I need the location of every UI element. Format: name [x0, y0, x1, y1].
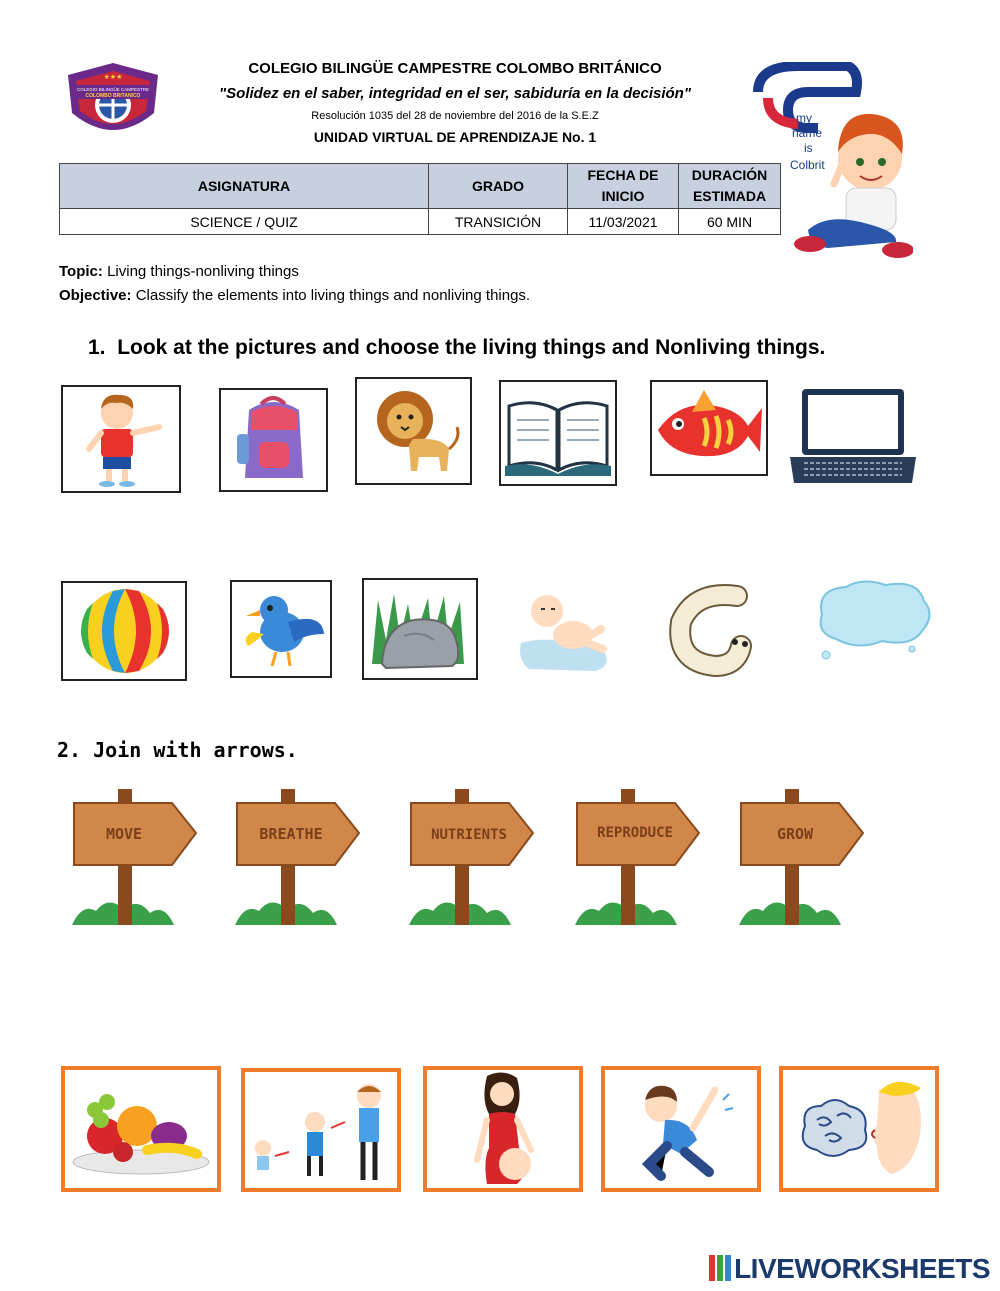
backpack-icon: [221, 390, 326, 490]
header-duracion-line1: DURACIÓN: [691, 167, 768, 183]
fish-icon: [652, 382, 766, 474]
baby-icon: [515, 583, 617, 675]
question-2: 2. Join with arrows.: [57, 738, 298, 762]
header-fecha: [568, 164, 679, 209]
sign-label-move: MOVE: [105, 825, 143, 843]
sign-grow[interactable]: [739, 785, 867, 930]
unit-title: UNIDAD VIRTUAL DE APRENDIZAJE No. 1: [313, 129, 597, 145]
value-fecha: 11/03/2021: [568, 209, 679, 235]
value-duracion: 60 MIN: [679, 209, 781, 235]
picture-book[interactable]: [499, 380, 617, 486]
topic-label: Topic:: [59, 263, 103, 280]
logo-text-1: COLEGIO BILINGÜE CAMPESTRE: [76, 87, 150, 92]
worm-icon: [665, 582, 755, 678]
resolution-text: Resolución 1035 del 28 de noviembre del 2016 de la S.E.Z: [311, 110, 599, 122]
info-table: [59, 163, 781, 235]
picture-rock[interactable]: [362, 578, 478, 680]
picture-fish[interactable]: [650, 380, 768, 476]
breathing-man-icon: [783, 1070, 935, 1188]
picture-bird[interactable]: [230, 580, 332, 678]
picture-boy[interactable]: [61, 385, 181, 493]
mascot-text-1: my: [796, 111, 812, 125]
brand-text: LIVEWORKSHEETS: [734, 1253, 990, 1284]
value-grado: TRANSICIÓN: [429, 209, 568, 235]
header-duracion: [679, 164, 781, 209]
header-fecha-line2: INICIO: [601, 188, 645, 204]
fruits-icon: [65, 1070, 217, 1188]
question-1-text: Look at the pictures and choose the living things and Nonliving things.: [117, 336, 826, 359]
picture-worm[interactable]: [665, 582, 755, 678]
objective-text: Classify the elements into living things and nonliving things.: [135, 287, 531, 304]
picture-growth[interactable]: [241, 1068, 401, 1192]
question-1: [88, 336, 825, 360]
picture-breathing-man[interactable]: [779, 1066, 939, 1192]
header-duracion-line2: ESTIMADA: [692, 188, 767, 204]
sign-label-reproduce: REPRODUCE: [597, 825, 673, 841]
ball-icon: [63, 583, 185, 679]
bird-icon: [232, 582, 330, 676]
value-asignatura: SCIENCE / QUIZ: [60, 209, 429, 235]
school-name: COLEGIO BILINGÜE CAMPESTRE COLOMBO BRITÁNICO: [248, 60, 662, 77]
picture-backpack[interactable]: [219, 388, 328, 492]
sign-breathe[interactable]: [235, 785, 363, 930]
picture-laptop[interactable]: [788, 385, 918, 487]
picture-fruits[interactable]: [61, 1066, 221, 1192]
topic-text: Living things-nonliving things: [107, 263, 299, 280]
school-motto: "Solidez en el saber, integridad en el ser, sabiduría en la decisión": [219, 85, 691, 102]
exercising-child-icon: [605, 1070, 757, 1188]
book-icon: [501, 382, 615, 484]
picture-lion[interactable]: [355, 377, 472, 485]
topic-line: [59, 263, 299, 280]
laptop-icon: [788, 385, 918, 487]
pregnant-woman-icon: [427, 1070, 579, 1188]
picture-ball[interactable]: [61, 581, 187, 681]
rock-icon: [364, 580, 476, 678]
sign-label-breathe: BREATHE: [259, 825, 323, 843]
header-grado: GRADO: [429, 164, 568, 209]
puddle-icon: [812, 575, 936, 663]
mascot-text-2: name: [792, 126, 823, 140]
header-fecha-line1: FECHA DE: [587, 167, 659, 183]
mascot-text-3: is: [804, 141, 813, 155]
sign-nutrients[interactable]: [409, 785, 537, 930]
objective-line: [59, 287, 530, 304]
sign-label-grow: GROW: [776, 825, 814, 843]
picture-puddle[interactable]: [812, 575, 936, 663]
brand-badge-icon: [709, 1255, 731, 1281]
logo-text-2: COLOMBO BRITANICO: [85, 93, 141, 99]
picture-pregnant-woman[interactable]: [423, 1066, 583, 1192]
liveworksheets-logo[interactable]: [709, 1253, 990, 1285]
picture-exercising-child[interactable]: [601, 1066, 761, 1192]
sign-label-nutrients: NUTRIENTS: [431, 827, 507, 843]
picture-baby[interactable]: [515, 583, 617, 675]
sign-move[interactable]: [72, 785, 200, 930]
lion-icon: [357, 379, 470, 483]
mascot-text-4: Colbrit: [790, 158, 825, 172]
growth-icon: [245, 1072, 397, 1188]
objective-label: Objective:: [59, 287, 132, 304]
boy-icon: [63, 387, 179, 491]
sign-reproduce[interactable]: [575, 785, 703, 930]
header-asignatura: ASIGNATURA: [60, 164, 429, 209]
question-1-number: 1.: [88, 336, 106, 359]
svg-text:★★★: ★★★: [103, 74, 123, 81]
